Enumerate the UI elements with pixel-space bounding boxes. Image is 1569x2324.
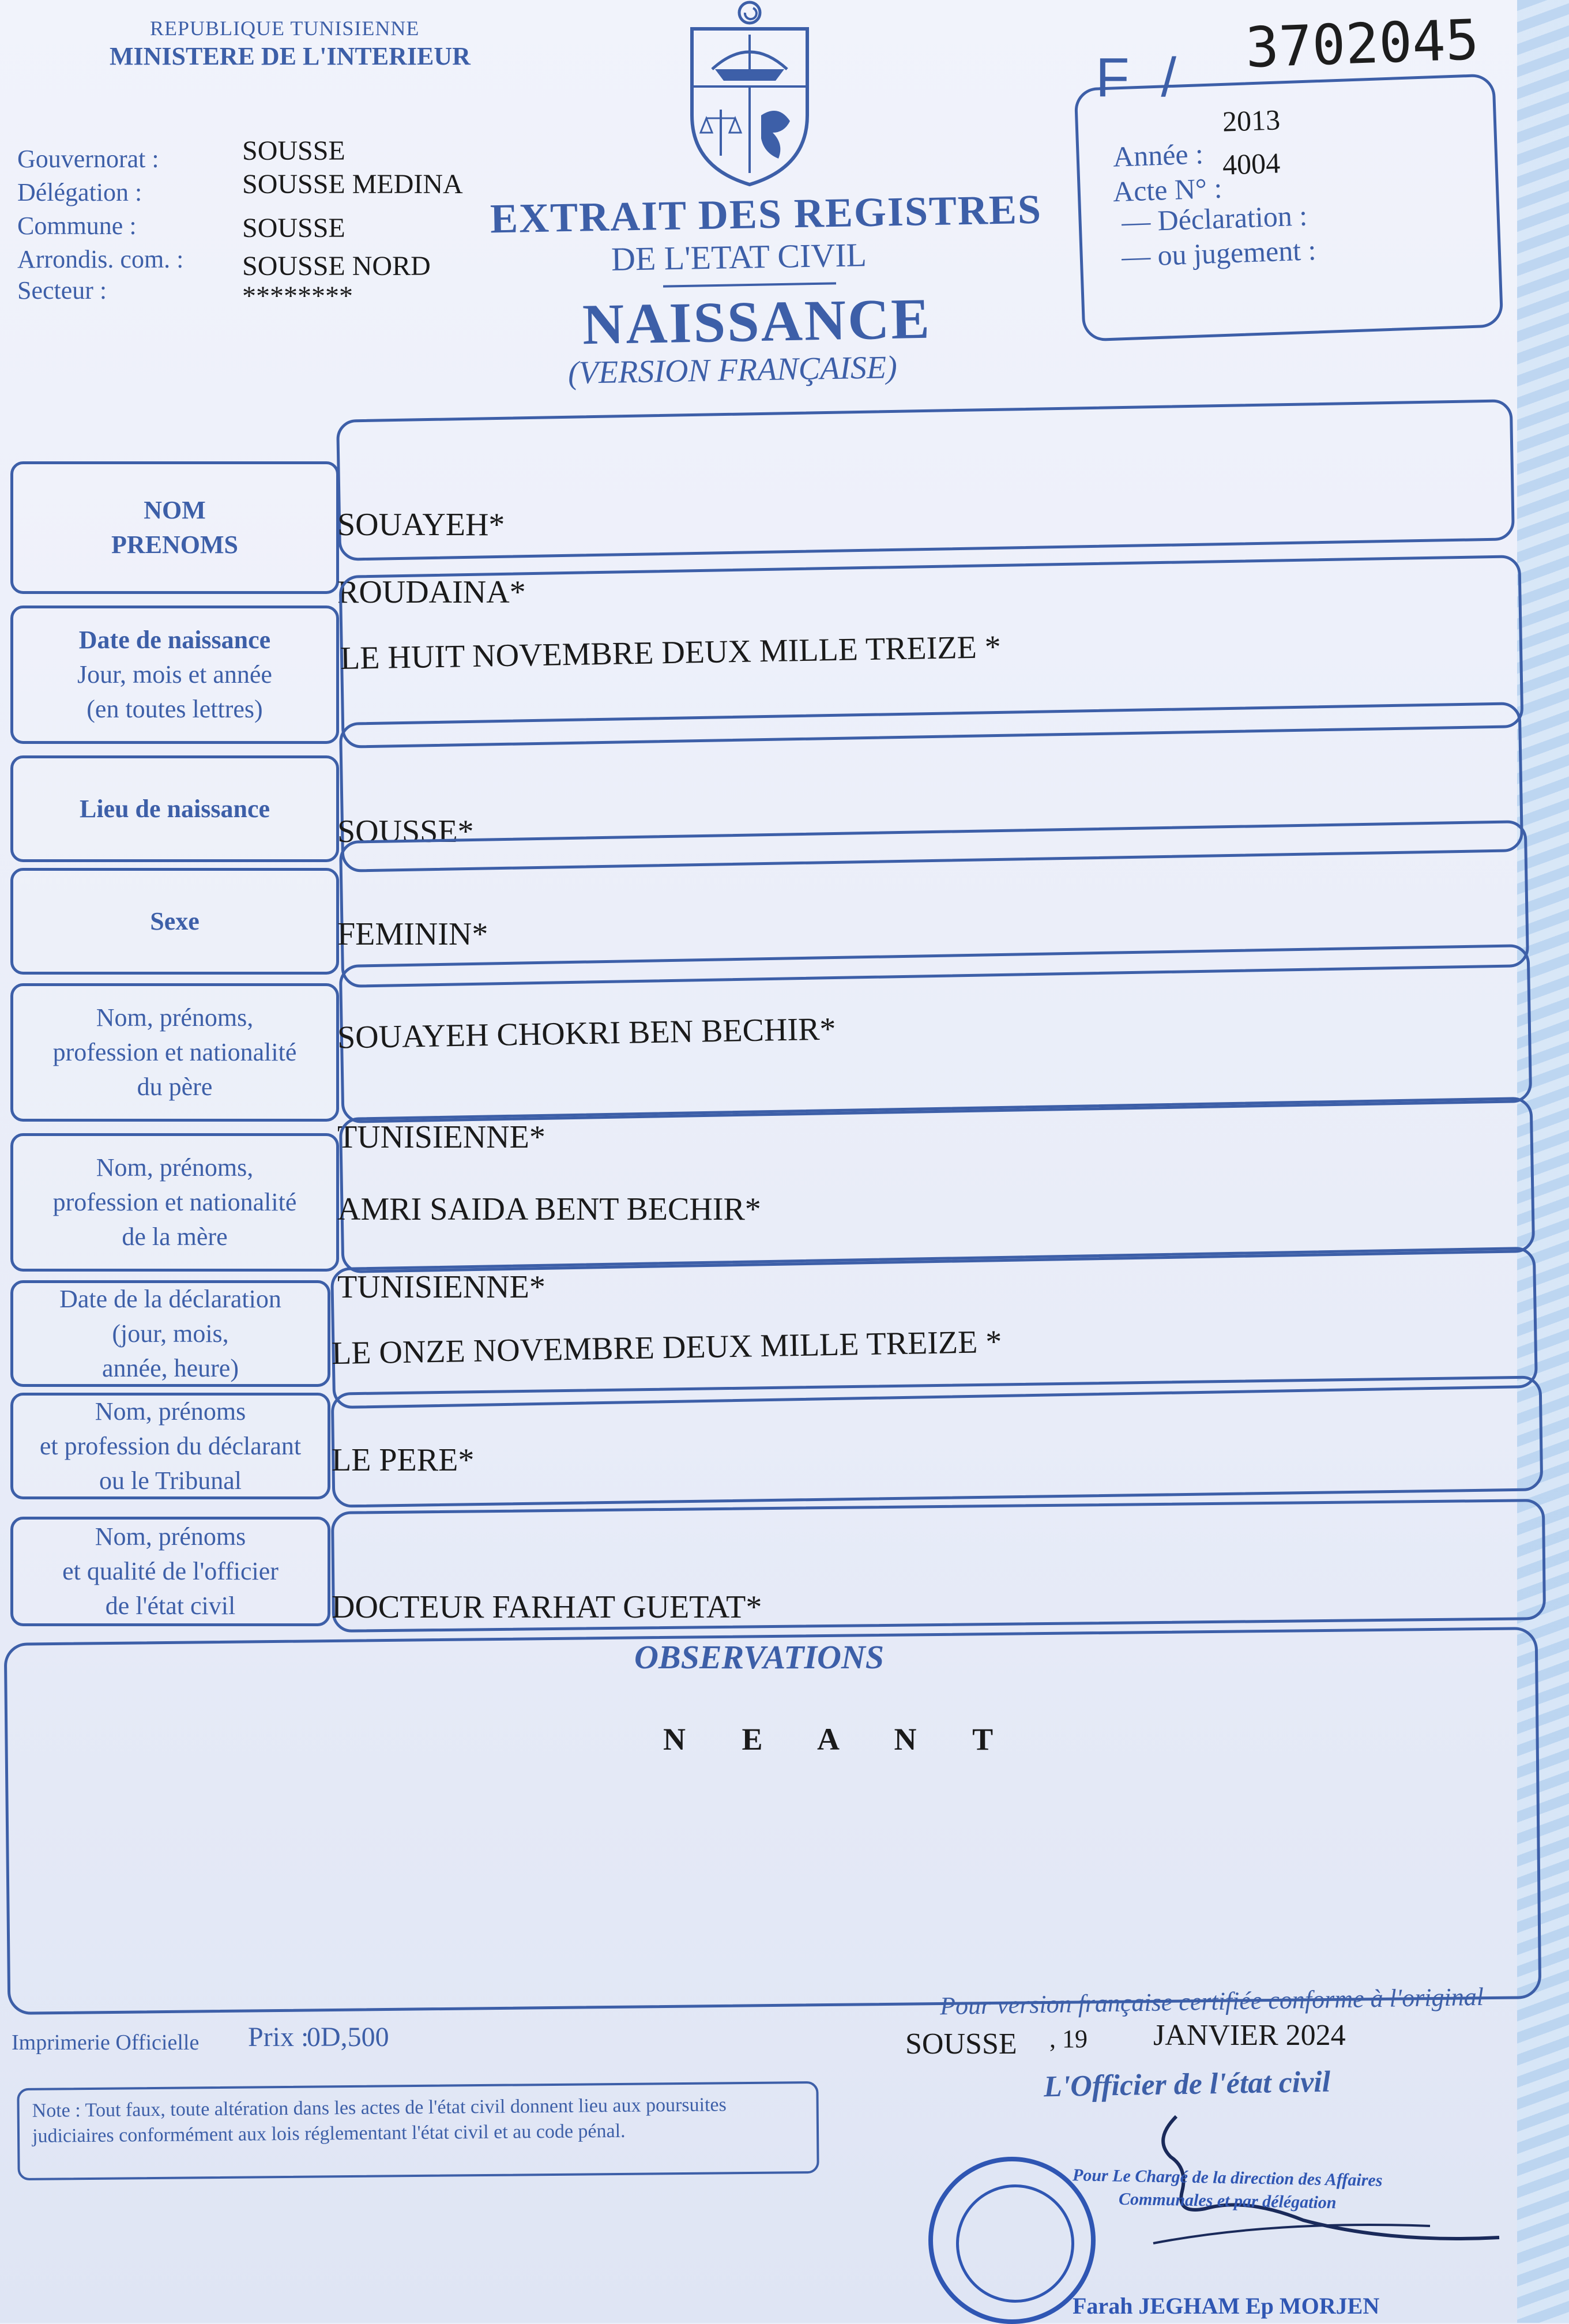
label-line: de la mère <box>122 1223 228 1251</box>
gouvernorat-value: SOUSSE <box>242 136 345 166</box>
label-lieu-naissance <box>10 755 339 862</box>
value-mere-nationalite: TUNISIENNE* <box>337 1269 545 1305</box>
value-pere-nom: SOUAYEH CHOKRI BEN BECHIR* <box>337 1011 836 1056</box>
observations-title: OBSERVATIONS <box>634 1638 885 1676</box>
label-line: PRENOMS <box>111 531 238 559</box>
label-line: Date de naissance <box>78 626 271 654</box>
label-mere <box>10 1133 339 1272</box>
observations-value: N E A N T <box>663 1722 1018 1757</box>
value-officier: DOCTEUR FARHAT GUETAT* <box>332 1589 762 1625</box>
label-line: Lieu de naissance <box>79 794 270 823</box>
title-line1: EXTRAIT DES REGISTRES <box>490 186 1043 242</box>
label-date-declaration <box>10 1280 330 1387</box>
arrondissement-label: Arrondis. com. : <box>17 245 184 273</box>
annee-label: Année : <box>1112 137 1204 173</box>
official-stamp-icon <box>928 2157 1096 2324</box>
prix-label: Prix : <box>248 2022 309 2052</box>
legal-note: Note : Tout faux, toute altération dans les actes de l'état civil donnent lieu aux poursuites judiciaires conformément aux lois réglementant l'état civil et au code pénal. <box>17 2081 819 2180</box>
label-line: Date de la déclaration <box>59 1284 281 1313</box>
signing-place: SOUSSE <box>905 2028 1017 2060</box>
label-line: de l'état civil <box>105 1592 236 1620</box>
label-line: et profession du déclarant <box>39 1431 302 1460</box>
annee-value: 2013 <box>1222 103 1281 138</box>
label-sexe <box>10 868 339 975</box>
value-lieu-naissance: SOUSSE* <box>337 814 474 849</box>
label-nom-prenoms <box>10 461 339 594</box>
delegation-value: SOUSSE MEDINA <box>242 169 463 200</box>
imprimerie-label: Imprimerie Officielle <box>12 2030 200 2055</box>
stamp-line1: Pour Le Chargé de la direction des Affaires <box>1072 2165 1383 2190</box>
republic-label: REPUBLIQUE TUNISIENNE <box>150 17 420 40</box>
coat-of-arms-icon <box>680 0 819 190</box>
delegation-label: Délégation : <box>17 178 142 206</box>
label-declarant <box>10 1393 330 1499</box>
label-line: NOM <box>144 496 206 524</box>
declaration-label: — Déclaration : <box>1121 199 1308 238</box>
acte-number-value: 4004 <box>1222 146 1281 181</box>
value-nom: SOUAYEH* <box>337 507 505 543</box>
serial-number: 3702045 <box>1244 7 1480 81</box>
label-date-naissance <box>10 606 339 744</box>
value-sexe: FEMININ* <box>337 916 488 952</box>
label-line: ou le Tribunal <box>99 1466 242 1495</box>
label-line: profession et nationalité <box>52 1188 297 1216</box>
version-label: (VERSION FRANÇAISE) <box>567 349 898 391</box>
stamp-line2: Communales et par délégation <box>1118 2189 1337 2213</box>
value-mere-nom: AMRI SAIDA BENT BECHIR* <box>337 1191 761 1227</box>
gouvernorat-label: Gouvernorat : <box>17 145 159 173</box>
arrondissement-value: SOUSSE NORD <box>242 251 431 281</box>
value-box-mere <box>339 1097 1535 1273</box>
commune-label: Commune : <box>17 212 137 240</box>
label-line: Nom, prénoms, <box>96 1003 254 1032</box>
label-pere <box>10 983 339 1122</box>
officer-title: L'Officier de l'état civil <box>1043 2065 1331 2104</box>
label-line: du père <box>137 1073 213 1101</box>
document-title: NAISSANCE <box>582 286 932 357</box>
label-line: et qualité de l'officier <box>62 1557 279 1585</box>
prix-value: 0D,500 <box>307 2022 389 2052</box>
value-pere-nationalite: TUNISIENNE* <box>337 1119 545 1155</box>
label-line: (jour, mois, <box>112 1319 229 1348</box>
label-line: Sexe <box>150 907 200 935</box>
title-line2: DE L'ETAT CIVIL <box>611 236 867 278</box>
serial-prefix: F / <box>1096 47 1184 108</box>
label-line: (en toutes lettres) <box>86 695 263 723</box>
acte-number-label: Acte N° : <box>1112 171 1223 208</box>
secteur-value: ******** <box>242 281 353 311</box>
label-line: Nom, prénoms, <box>96 1153 254 1182</box>
jugement-label: — ou jugement : <box>1121 234 1317 273</box>
certified-statement: Pour version française certifiée conforme à l'original <box>939 1982 1484 2021</box>
signing-day: , 19 <box>1049 2025 1088 2053</box>
observations-box <box>4 1627 1542 2015</box>
label-line: Nom, prénoms <box>95 1397 246 1426</box>
value-declarant: LE PERE* <box>332 1442 475 1478</box>
signing-month-year: JANVIER 2024 <box>1153 2019 1346 2052</box>
value-box-declarant <box>331 1375 1544 1507</box>
value-box-nom <box>336 399 1515 561</box>
value-date-declaration: LE ONZE NOVEMBRE DEUX MILLE TREIZE * <box>331 1323 1002 1372</box>
label-line: Jour, mois et année <box>77 660 272 689</box>
label-line: profession et nationalité <box>52 1038 297 1066</box>
secteur-label: Secteur : <box>17 276 107 304</box>
value-date-naissance: LE HUIT NOVEMBRE DEUX MILLE TREIZE * <box>340 629 1002 676</box>
commune-value: SOUSSE <box>242 213 345 243</box>
ministry-label: MINISTERE DE L'INTERIEUR <box>110 42 471 70</box>
label-line: Nom, prénoms <box>95 1522 246 1551</box>
label-officier <box>10 1517 330 1626</box>
value-prenoms: ROUDAINA* <box>337 574 526 610</box>
title-rule <box>663 282 836 287</box>
label-line: année, heure) <box>102 1353 239 1382</box>
signer-name: Farah JEGHAM Ep MORJEN <box>1073 2293 1380 2319</box>
